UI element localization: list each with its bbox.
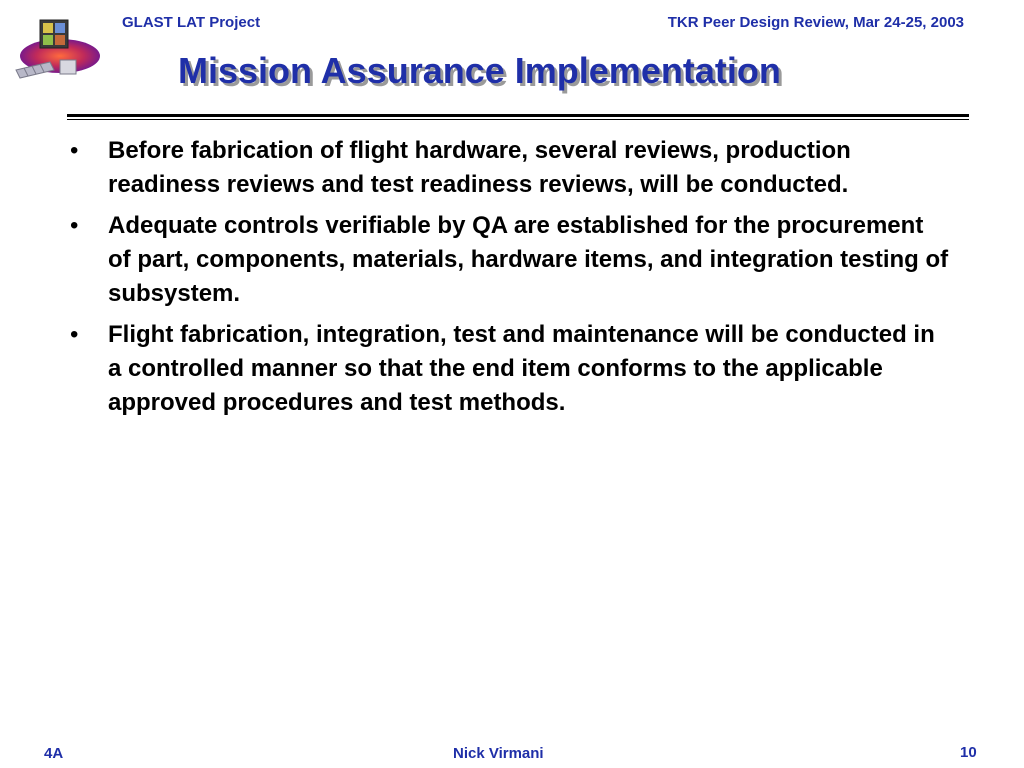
bullet-icon: • xyxy=(70,137,79,164)
footer-presenter: Nick Virmani xyxy=(453,745,544,762)
bullet-item xyxy=(70,209,950,311)
glast-satellite-logo-icon xyxy=(10,12,102,88)
bullet-item xyxy=(70,318,950,420)
slide-title: Mission Assurance Implementation xyxy=(178,50,781,91)
footer-page-number: 10 xyxy=(960,744,977,761)
header-review-info: TKR Peer Design Review, Mar 24-25, 2003 xyxy=(667,14,964,31)
title-rule-thin xyxy=(67,119,969,120)
bullet-text: Adequate controls verifiable by QA are established for the procurement of part, components, materials, hardware items, and integration testing of subsystem. xyxy=(108,212,949,307)
footer-section: 4A xyxy=(44,745,64,762)
bullet-icon: • xyxy=(70,321,79,348)
header-project: GLAST LAT Project xyxy=(122,14,261,31)
bullet-list xyxy=(70,134,950,427)
bullet-item xyxy=(70,134,950,202)
bullet-text: Flight fabrication, integration, test and maintenance will be conducted in a controlled manner so that the end item conforms to the applicable approved procedures and test methods. xyxy=(108,321,935,416)
bullet-text: Before fabrication of flight hardware, several reviews, production readiness reviews and test readiness reviews, will be conducted. xyxy=(108,137,851,198)
bullet-icon: • xyxy=(70,212,79,239)
title-rule-thick xyxy=(67,114,969,117)
